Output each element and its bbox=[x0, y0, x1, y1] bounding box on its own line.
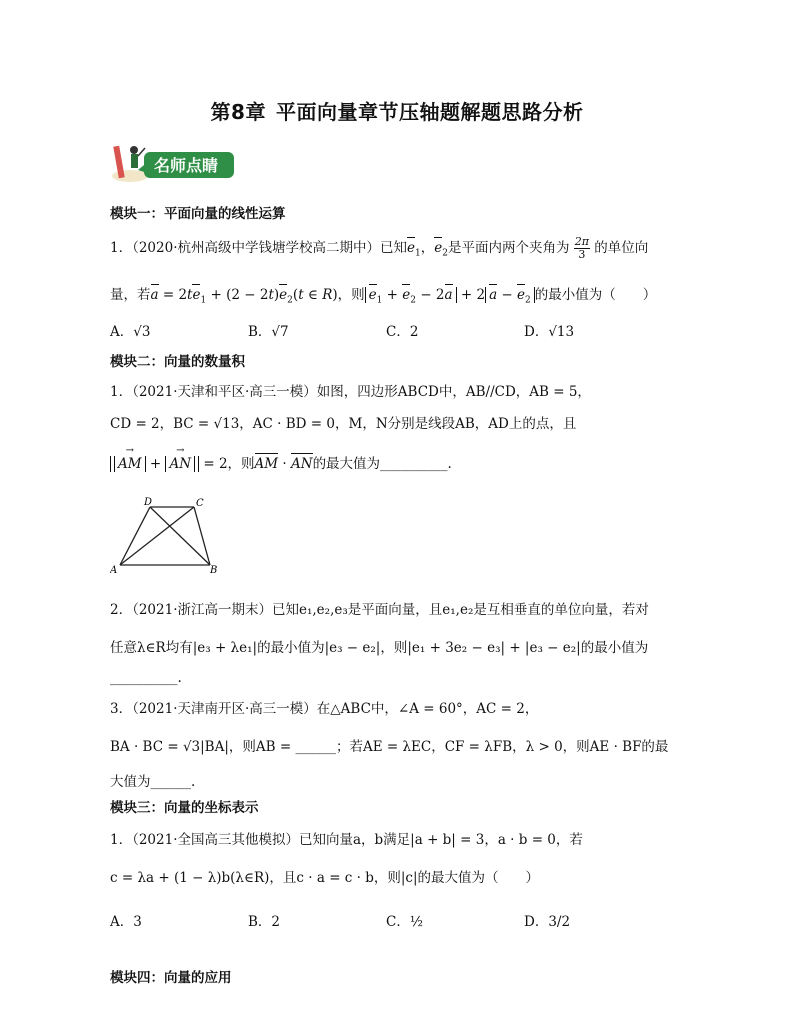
question-2-3-line-2: BA · BC = √3|BA|，则AB = ______；若AE = λEC，CF = λFB，λ > 0，则AE · BF的最 bbox=[110, 739, 669, 755]
option-b[interactable]: B．2 bbox=[248, 914, 281, 930]
option-a[interactable]: A．3 bbox=[110, 914, 142, 930]
module-heading-2: 模块二：向量的数量积 bbox=[110, 354, 245, 370]
question-1-1-line-2: 量，若$a = 2te_1 + (2 - 2t)e_2(t$ ∈ R)，则 $e_1 + e_2 - 2a + 2$ $a - e_2$ 的最小值为（ ） bbox=[110, 287, 657, 306]
question-2-3-line-1: 3．（2021·天津南开区·高三一模）在△ABC中，∠A = 60°，AC = 2， bbox=[110, 701, 539, 717]
question-2-1-line-3: → AM + → AN = 2，则AM · AN的最大值为__________. bbox=[110, 452, 452, 472]
question-3-1-line-1: 1．（2021·全国高三其他模拟）已知向量a，b满足|a + b| = 3，a · b = 0，若 bbox=[110, 832, 583, 848]
label-c: C bbox=[196, 498, 204, 509]
trapezoid-figure bbox=[110, 495, 220, 575]
abs-am-plus-an: → AM + → AN bbox=[110, 456, 199, 472]
question-3-1-options bbox=[110, 910, 670, 930]
vector-e1: e bbox=[407, 240, 415, 256]
vector-a-definition: $a = 2te_1 + (2 - 2t)e_2(t$ ∈ R) bbox=[150, 287, 338, 306]
label-d: D bbox=[144, 497, 153, 508]
option-c[interactable]: C．2 bbox=[386, 324, 419, 340]
label-a: A bbox=[110, 565, 118, 575]
chapter-title: 平面向量章节压轴题解题思路分析 bbox=[275, 100, 584, 124]
module-heading-3: 模块三：向量的坐标表示 bbox=[110, 800, 259, 816]
question-2-1-line-2: CD = 2，BC = √13，AC · BD = 0，M，N分别是线段AB，AD上的点，且 bbox=[110, 416, 577, 432]
angle-fraction: $\frac{2\pi}{3}$ bbox=[574, 235, 589, 261]
option-c[interactable]: C．½ bbox=[386, 914, 423, 930]
option-d[interactable]: D．√13 bbox=[524, 324, 575, 340]
question-1-1-line-1: 1．（2020·杭州高级中学钱塘学校高二期中）已知$e_1$，$e_2$是平面内两个夹角为 $\frac{2\pi}{3}$ 的单位向 bbox=[110, 235, 649, 261]
expression-min: $e_1 + e_2 - 2a + 2$ $a - e_2$ bbox=[365, 287, 535, 303]
option-b[interactable]: B．√7 bbox=[248, 324, 289, 340]
label-b: B bbox=[210, 565, 218, 575]
question-2-2-line-1: 2．（2021·浙江高一期末）已知e₁,e₂,e₃是平面向量，且e₁,e₂是互相垂直的单位向量，若对 bbox=[110, 602, 649, 618]
question-2-3-line-3: 大值为______. bbox=[110, 774, 196, 790]
question-2-2-line-3: __________. bbox=[110, 670, 182, 686]
teacher-tips-badge bbox=[108, 140, 238, 186]
question-3-1-line-2: c = λa + (1 − λ)b(λ∈R)，且c · a = c · b，则|c|的最大值为（ ） bbox=[110, 870, 540, 886]
badge-label: 名师点睛 bbox=[154, 156, 219, 175]
chapter-label: 第8章 bbox=[210, 100, 266, 124]
module-heading-1: 模块一：平面向量的线性运算 bbox=[110, 206, 286, 222]
question-2-1-line-1: 1．（2021·天津和平区·高三一模）如图，四边形ABCD中，AB//CD，AB = 5， bbox=[110, 384, 591, 400]
question-2-2-line-2: 任意λ∈R均有|e₃ + λe₁|的最小值为|e₃ − e₂|，则|e₁ + 3e₂ − e₃| + |e₃ − e₂|的最小值为 bbox=[110, 640, 649, 656]
page-title bbox=[0, 96, 794, 125]
question-1-1-options bbox=[110, 320, 670, 340]
am-dot-an: AM · AN bbox=[254, 456, 313, 472]
module-heading-4: 模块四：向量的应用 bbox=[110, 970, 232, 986]
vector-e2: e bbox=[434, 240, 443, 256]
option-a[interactable]: A．√3 bbox=[110, 324, 151, 340]
option-d[interactable]: D．3/2 bbox=[524, 914, 571, 930]
